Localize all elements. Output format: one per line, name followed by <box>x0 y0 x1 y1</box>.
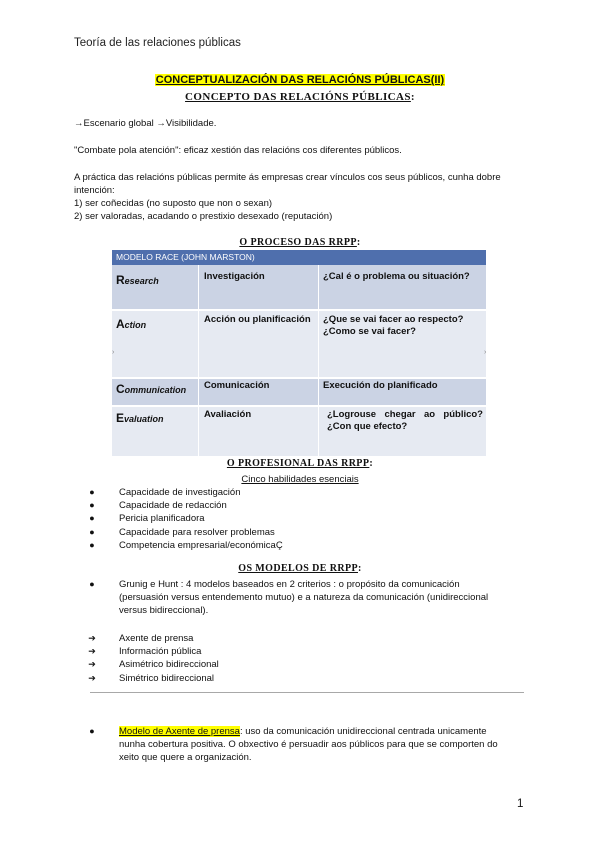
list-item: ● Competencia empresarial/económicaÇ <box>82 539 283 552</box>
subtitle-concepto-text: CONCEPTO DAS RELACIÓNS PÚBLICAS <box>185 91 411 103</box>
paragraph-practica-line3: 1) ser coñecidas (no suposto que non o sexan) <box>74 198 273 209</box>
modelos-intro-list <box>82 578 522 618</box>
habilidades-list <box>82 486 283 552</box>
race-row-research <box>112 265 486 309</box>
bullet-icon: ● <box>89 526 95 537</box>
section-proceso <box>0 237 600 248</box>
race-term: Communication <box>116 382 187 396</box>
page-number: 1 <box>517 798 524 810</box>
list-item: ● Capacidade para resolver problemas <box>82 526 283 539</box>
list-item: ● Pericia planificadora <box>82 512 283 525</box>
list-item: ● Modelo de Axente de prensa: uso da comunicación unidireccional centrada unicamente nunha cobertura positiva. O obxectivo é persuadir aos públicos para que se comporten do xeito que quere a organización. <box>82 725 522 765</box>
race-table-header: MODELO RACE (JOHN MARSTON) <box>112 250 486 265</box>
page-header: Teoría de las relaciones públicas <box>74 37 241 49</box>
paragraph-escenario: →Escenario global →Visibilidade. <box>74 118 217 129</box>
section-proceso-suffix: : <box>356 237 361 248</box>
paragraph-combate: "Combate pola atención": eficaz xestión das relacións cos diferentes públicos. <box>74 145 402 156</box>
paragraph-practica-line2: intención: <box>74 185 115 196</box>
subtitle-habilidades: Cinco habilidades esenciais <box>241 474 359 485</box>
list-item: ● Capacidade de investigación <box>82 486 283 499</box>
race-spanish-term: Acción ou planificación <box>204 314 311 325</box>
section-profesional-text: O PROFESIONAL DAS RRPP <box>226 458 370 469</box>
arrow-bullet-icon: ➔ <box>88 659 96 670</box>
section-modelos-text: OS MODELOS DE RRPP <box>238 563 358 574</box>
section-profesional <box>0 458 600 469</box>
arrow-bullet-icon: ➔ <box>88 646 96 657</box>
race-question: ¿Logrouse chegar ao público? ¿Con que efecto? <box>327 409 483 432</box>
bullet-icon: ● <box>89 579 95 589</box>
race-question: ¿Cal é o problema ou situación? <box>323 271 470 282</box>
paragraph-practica-line1: A práctica das relacións públicas permite ás empresas crear vínculos cos seus públicos, cunha dobre <box>74 172 501 183</box>
subtitle-concepto <box>0 91 600 103</box>
section-proceso-text: O PROCESO DAS RRPP <box>239 237 357 248</box>
modelos-list <box>82 632 219 685</box>
bullet-icon: ● <box>89 726 95 736</box>
list-item: ● Capacidade de redacción <box>82 499 283 512</box>
bullet-icon: ● <box>89 539 95 550</box>
paragraph-practica-line4: 2) ser valoradas, acadando o prestixio desexado (reputación) <box>74 211 333 222</box>
arrow-bullet-icon: ➔ <box>88 633 96 643</box>
section-profesional-suffix: : <box>369 458 374 469</box>
list-item: ➔ Axente de prensa <box>82 632 219 645</box>
main-title-text: CONCEPTUALIZACIÓN DAS RELACIÓNS PÚBLICAS(II) <box>155 74 445 86</box>
race-spanish-term: Investigación <box>204 271 265 282</box>
table-resize-handle-left[interactable]: › <box>112 349 115 356</box>
arrow-bullet-icon: ➔ <box>88 672 96 683</box>
race-term: Action <box>116 317 147 331</box>
list-item: ➔ Asimétrico bidireccional <box>82 658 219 671</box>
table-resize-handle-right[interactable]: › <box>484 349 487 356</box>
list-item: ➔ Simétrico bidireccional <box>82 672 219 685</box>
axente-highlight: Modelo de Axente de prensa <box>119 726 240 737</box>
race-table <box>112 250 486 456</box>
race-spanish-term: Comunicación <box>204 380 270 391</box>
subtitle-concepto-suffix: : <box>410 91 415 103</box>
race-term: Evaluation <box>116 411 164 425</box>
race-row-communication <box>112 379 486 405</box>
race-question: Execución do planificado <box>323 380 438 391</box>
main-title <box>0 74 600 86</box>
section-modelos-suffix: : <box>357 563 362 574</box>
race-term: Research <box>116 273 159 287</box>
bullet-icon: ● <box>89 487 95 497</box>
paragraph-practica <box>74 171 534 223</box>
bullet-icon: ● <box>89 500 95 511</box>
list-item: ● Grunig e Hunt : 4 modelos baseados en 2 criterios : o propósito da comunicación (persuasión versus entendemento mutuo) e a natureza da comunicación (unidireccional versus bidireccional). <box>82 578 522 618</box>
race-row-action <box>112 311 486 377</box>
race-row-evaluation <box>112 407 486 456</box>
axente-list <box>82 725 522 765</box>
section-modelos <box>0 563 600 574</box>
race-spanish-term: Avaliación <box>204 409 252 420</box>
bullet-icon: ● <box>89 513 95 524</box>
horizontal-rule <box>90 692 524 693</box>
race-question: ¿Que se vai facer ao respecto? ¿Como se vai facer? <box>323 314 464 337</box>
list-item: ➔ Información pública <box>82 645 219 658</box>
